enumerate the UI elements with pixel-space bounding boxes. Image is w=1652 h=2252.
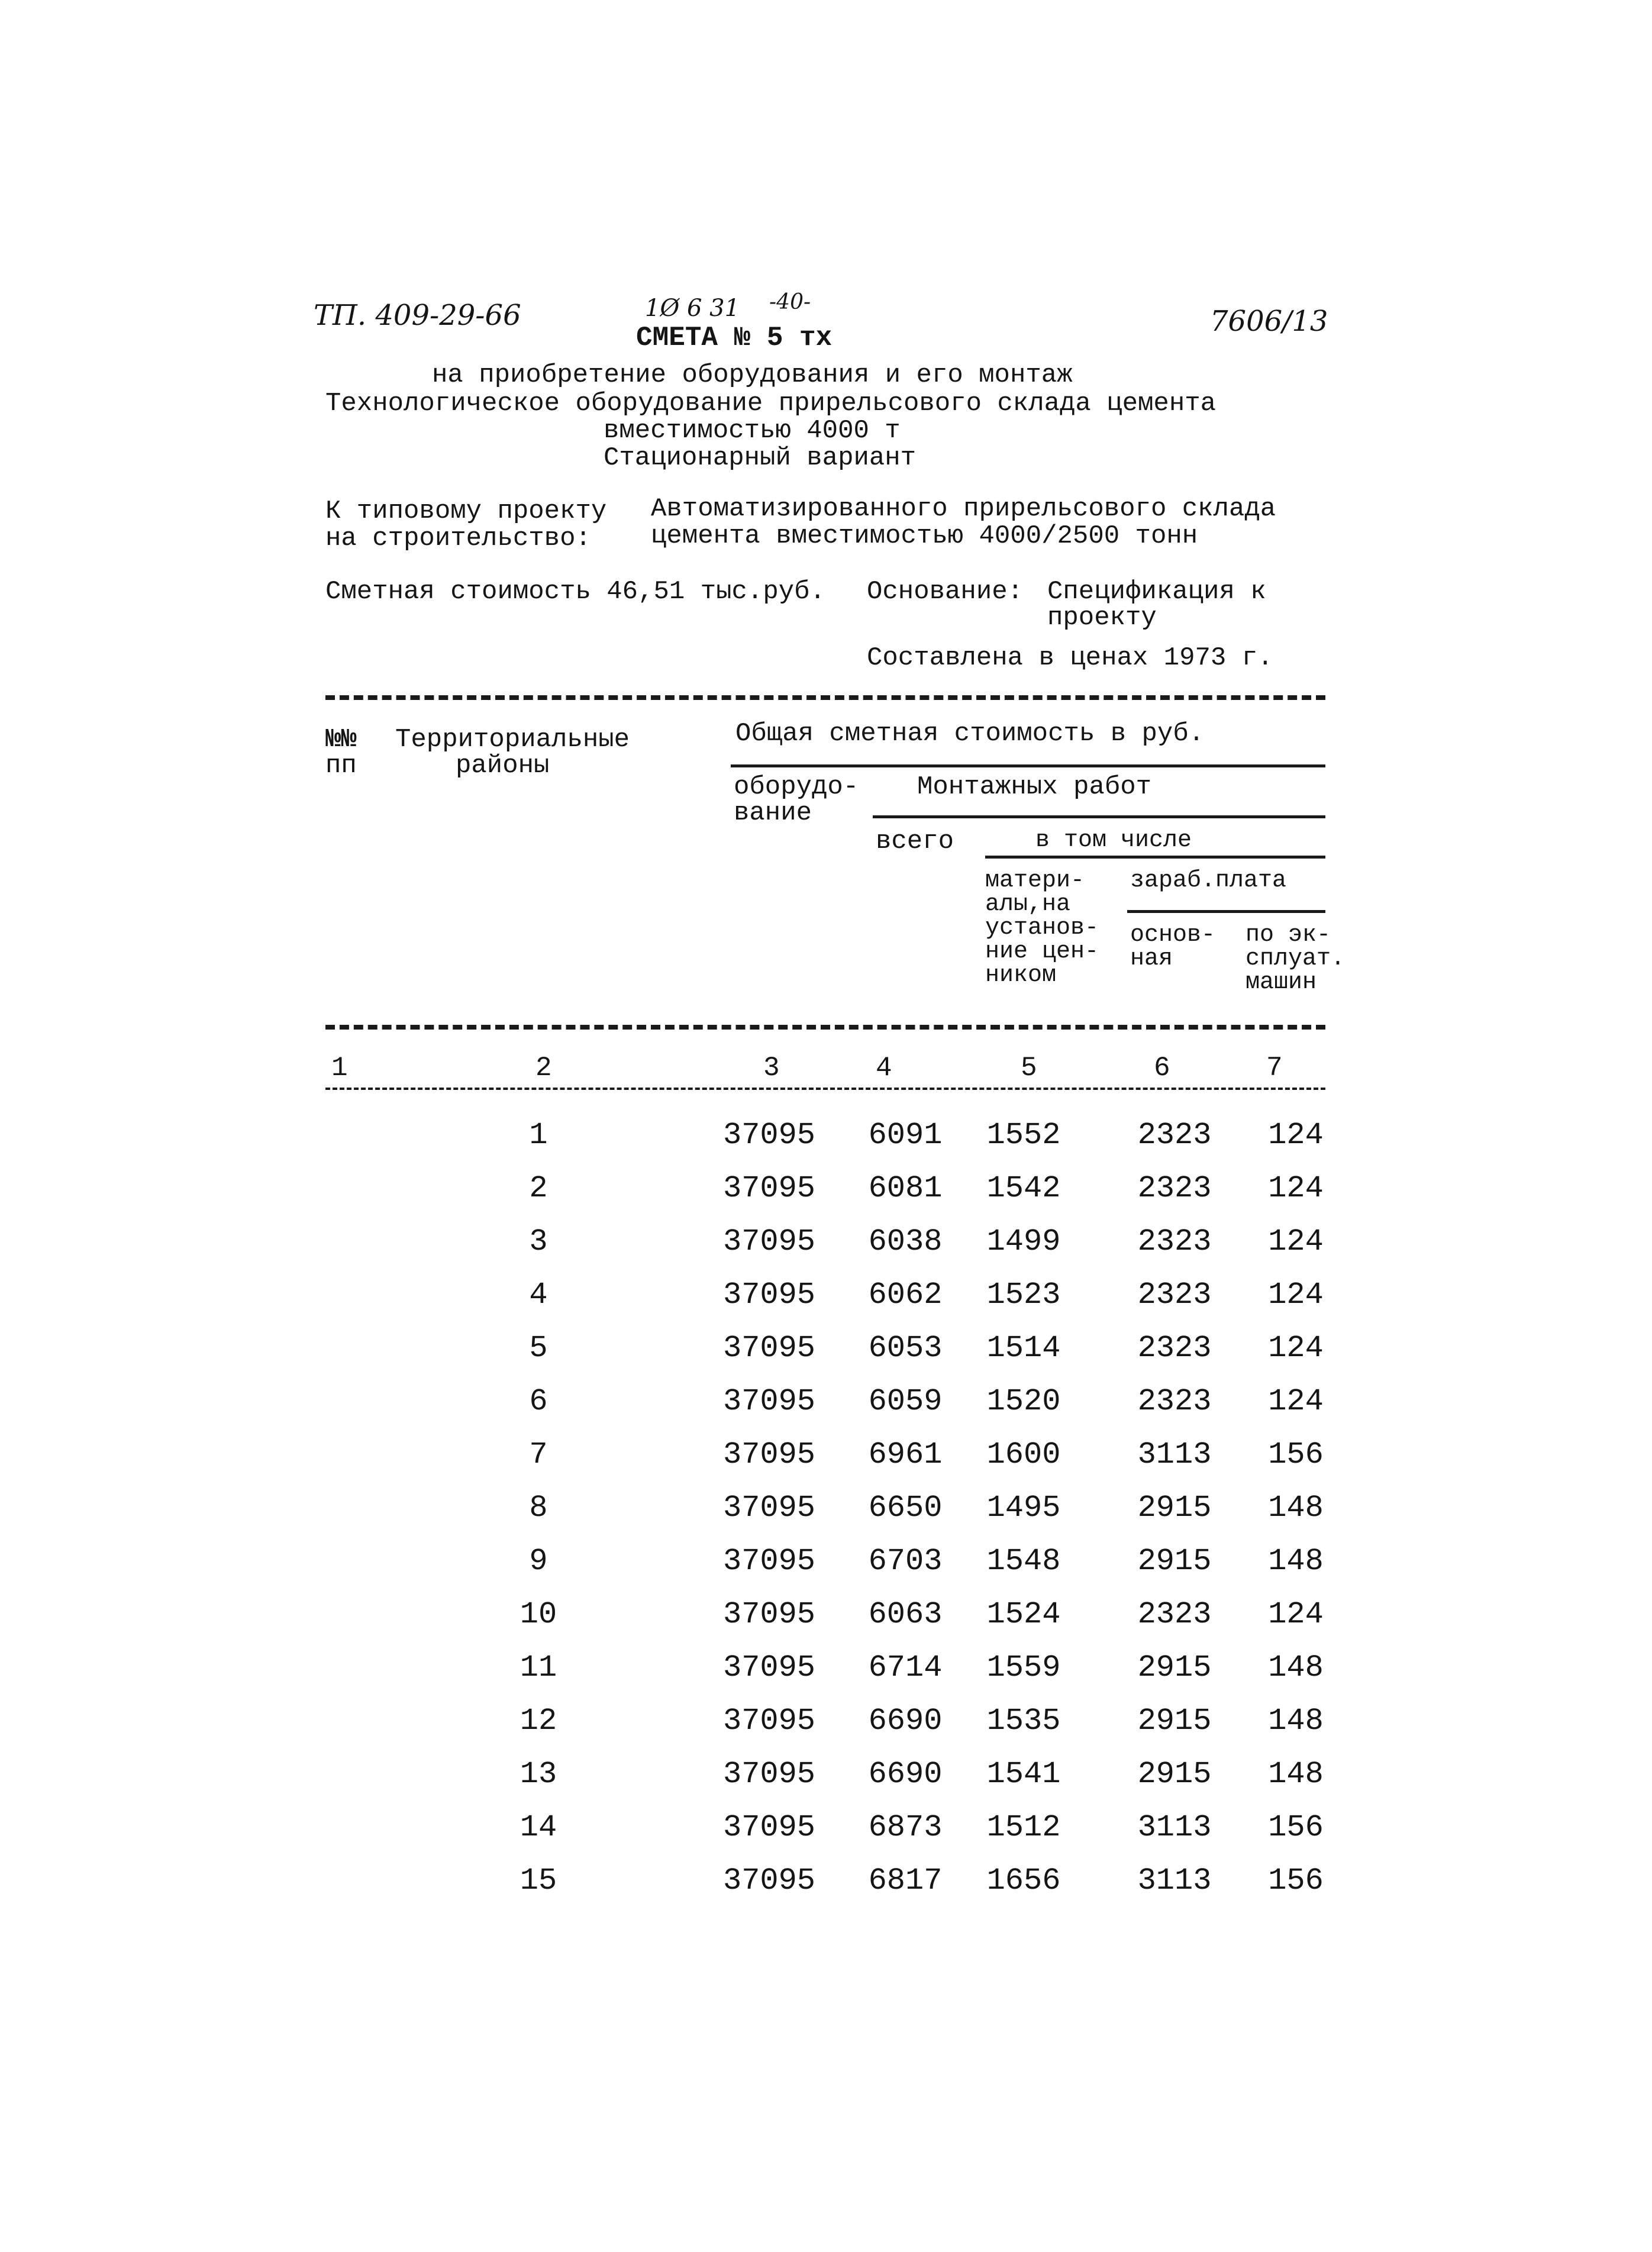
- table-cell-equipment: 37095: [722, 1277, 816, 1312]
- tp-number: ТП. 409-29-66: [314, 299, 521, 332]
- handwritten-mark-2: -40-: [769, 290, 811, 314]
- table-cell-basic: 2915: [1137, 1703, 1212, 1738]
- table-cell-equipment: 37095: [722, 1437, 816, 1472]
- table-cell-total: 6817: [868, 1863, 943, 1898]
- smeta-label: СМЕТА № 5 тх: [636, 322, 833, 353]
- total-cost-header: Общая сметная стоимость в руб.: [735, 719, 1205, 748]
- table-cell-total: 6053: [868, 1331, 943, 1366]
- table-cell-region: 6: [529, 1384, 548, 1419]
- table-cell-equipment: 37095: [722, 1597, 816, 1632]
- col-region-line2: районы: [456, 751, 550, 780]
- table-cell-operation: 124: [1268, 1277, 1324, 1312]
- title-line-4: Стационарный вариант: [604, 443, 917, 473]
- basis-value-1: Спецификация к: [1047, 577, 1266, 606]
- project-label-1: К типовому проекту: [325, 496, 607, 526]
- table-cell-equipment: 37095: [722, 1650, 816, 1685]
- materials-header-4: ние цен-: [985, 938, 1099, 965]
- table-cell-basic: 2915: [1137, 1544, 1212, 1579]
- table-cell-region: 12: [520, 1703, 557, 1738]
- col-number-7: 7: [1266, 1053, 1283, 1083]
- col-number-6: 6: [1154, 1053, 1170, 1083]
- table-cell-operation: 148: [1268, 1703, 1324, 1738]
- table-cell-materials: 1600: [986, 1437, 1061, 1472]
- table-cell-total: 6690: [868, 1757, 943, 1792]
- table-cell-equipment: 37095: [722, 1331, 816, 1366]
- header-rule-2: [873, 815, 1325, 818]
- table-cell-operation: 124: [1268, 1224, 1324, 1259]
- equipment-header-2: вание: [734, 798, 812, 828]
- project-label-2: на строительство:: [325, 524, 591, 553]
- project-value-2: цемента вместимостью 4000/2500 тонн: [651, 521, 1198, 551]
- table-cell-region: 14: [520, 1810, 557, 1845]
- table-cell-region: 4: [529, 1277, 548, 1312]
- materials-header-3: установ-: [985, 915, 1099, 941]
- col-number-4: 4: [876, 1053, 892, 1083]
- table-cell-operation: 148: [1268, 1544, 1324, 1579]
- installation-header: Монтажных работ: [917, 772, 1152, 802]
- project-value-1: Автоматизированного прирельсового склада: [651, 494, 1276, 524]
- materials-header-5: ником: [985, 962, 1057, 989]
- wages-op-2: сплуат.: [1246, 946, 1346, 972]
- top-rule: [325, 695, 1325, 700]
- table-cell-region: 2: [529, 1171, 548, 1206]
- table-cell-total: 6961: [868, 1437, 943, 1472]
- table-cell-region: 8: [529, 1490, 548, 1525]
- table-cell-basic: 3113: [1137, 1863, 1212, 1898]
- table-cell-materials: 1520: [986, 1384, 1061, 1419]
- table-cell-materials: 1656: [986, 1863, 1061, 1898]
- table-cell-basic: 2323: [1137, 1118, 1212, 1153]
- table-cell-basic: 2323: [1137, 1171, 1212, 1206]
- table-cell-total: 6081: [868, 1171, 943, 1206]
- col-region-line1: Территориальные: [395, 725, 630, 754]
- archive-code: 7606/13: [1210, 305, 1328, 338]
- table-cell-region: 1: [529, 1118, 548, 1153]
- table-cell-total: 6650: [868, 1490, 943, 1525]
- table-cell-total: 6873: [868, 1810, 943, 1845]
- title-line-1: на приобретение оборудования и его монтаж: [432, 360, 1073, 390]
- table-cell-operation: 124: [1268, 1384, 1324, 1419]
- including-header: в том числе: [1035, 827, 1192, 854]
- table-cell-total: 6062: [868, 1277, 943, 1312]
- table-cell-equipment: 37095: [722, 1384, 816, 1419]
- table-cell-equipment: 37095: [722, 1703, 816, 1738]
- wages-header: зараб.плата: [1130, 867, 1287, 894]
- table-cell-total: 6059: [868, 1384, 943, 1419]
- wages-op-3: машин: [1246, 969, 1317, 996]
- table-cell-region: 5: [529, 1331, 548, 1366]
- table-cell-region: 9: [529, 1544, 548, 1579]
- table-cell-materials: 1523: [986, 1277, 1061, 1312]
- table-cell-materials: 1495: [986, 1490, 1061, 1525]
- table-cell-operation: 156: [1268, 1437, 1324, 1472]
- table-cell-total: 6714: [868, 1650, 943, 1685]
- col-no-line2: пп: [325, 751, 357, 780]
- table-cell-materials: 1542: [986, 1171, 1061, 1206]
- table-cell-materials: 1524: [986, 1597, 1061, 1632]
- table-cell-equipment: 37095: [722, 1757, 816, 1792]
- table-cell-basic: 3113: [1137, 1437, 1212, 1472]
- prices-note: Составлена в ценах 1973 г.: [867, 643, 1273, 673]
- wages-op-1: по эк-: [1246, 922, 1331, 948]
- table-cell-operation: 124: [1268, 1171, 1324, 1206]
- table-cell-basic: 2915: [1137, 1757, 1212, 1792]
- table-cell-total: 6690: [868, 1703, 943, 1738]
- total-header: всего: [876, 827, 954, 856]
- table-cell-basic: 2323: [1137, 1331, 1212, 1366]
- basis-value-2: проекту: [1047, 603, 1157, 633]
- estimated-cost: Сметная стоимость 46,51 тыс.руб.: [325, 577, 825, 606]
- header-bottom-rule: [325, 1025, 1325, 1030]
- table-cell-operation: 124: [1268, 1118, 1324, 1153]
- table-cell-operation: 148: [1268, 1490, 1324, 1525]
- table-cell-region: 7: [529, 1437, 548, 1472]
- header-rule-3: [985, 856, 1325, 859]
- table-cell-equipment: 37095: [722, 1490, 816, 1525]
- table-cell-materials: 1499: [986, 1224, 1061, 1259]
- table-cell-total: 6063: [868, 1597, 943, 1632]
- table-cell-materials: 1514: [986, 1331, 1061, 1366]
- col-number-5: 5: [1021, 1053, 1037, 1083]
- table-cell-region: 13: [520, 1757, 557, 1792]
- column-number-rule: [325, 1088, 1325, 1090]
- table-cell-materials: 1548: [986, 1544, 1061, 1579]
- table-cell-basic: 2915: [1137, 1650, 1212, 1685]
- materials-header-1: матери-: [985, 867, 1085, 894]
- table-cell-materials: 1552: [986, 1118, 1061, 1153]
- col-number-3: 3: [763, 1053, 780, 1083]
- table-cell-operation: 148: [1268, 1650, 1324, 1685]
- table-cell-basic: 3113: [1137, 1810, 1212, 1845]
- materials-header-2: алы,на: [985, 891, 1071, 918]
- table-cell-materials: 1559: [986, 1650, 1061, 1685]
- col-number-2: 2: [535, 1053, 552, 1083]
- table-cell-region: 15: [520, 1863, 557, 1898]
- equipment-header-1: оборудо-: [734, 772, 859, 802]
- table-cell-equipment: 37095: [722, 1863, 816, 1898]
- col-no-line1: №№: [325, 725, 357, 754]
- table-cell-basic: 2915: [1137, 1490, 1212, 1525]
- table-cell-total: 6038: [868, 1224, 943, 1259]
- table-cell-operation: 156: [1268, 1810, 1324, 1845]
- table-cell-materials: 1541: [986, 1757, 1061, 1792]
- table-cell-operation: 124: [1268, 1597, 1324, 1632]
- basis-label: Основание:: [867, 577, 1024, 606]
- table-cell-region: 3: [529, 1224, 548, 1259]
- table-cell-operation: 148: [1268, 1757, 1324, 1792]
- table-cell-equipment: 37095: [722, 1171, 816, 1206]
- table-cell-region: 11: [520, 1650, 557, 1685]
- table-cell-operation: 156: [1268, 1863, 1324, 1898]
- table-cell-equipment: 37095: [722, 1544, 816, 1579]
- table-cell-total: 6091: [868, 1118, 943, 1153]
- table-cell-equipment: 37095: [722, 1810, 816, 1845]
- table-cell-materials: 1512: [986, 1810, 1061, 1845]
- table-cell-equipment: 37095: [722, 1118, 816, 1153]
- table-cell-equipment: 37095: [722, 1224, 816, 1259]
- header-rule-1: [731, 764, 1325, 767]
- table-cell-basic: 2323: [1137, 1277, 1212, 1312]
- table-cell-basic: 2323: [1137, 1384, 1212, 1419]
- table-cell-basic: 2323: [1137, 1597, 1212, 1632]
- handwritten-mark: 1Ø 6 31: [645, 295, 740, 322]
- title-line-3: вместимостью 4000 т: [604, 416, 901, 446]
- title-line-2: Технологическое оборудование прирельсового склада цемента: [325, 389, 1217, 418]
- table-cell-region: 10: [520, 1597, 557, 1632]
- col-number-1: 1: [331, 1053, 348, 1083]
- wages-basic-2: ная: [1130, 946, 1173, 972]
- table-cell-total: 6703: [868, 1544, 943, 1579]
- wages-basic-1: основ-: [1130, 922, 1216, 948]
- table-cell-materials: 1535: [986, 1703, 1061, 1738]
- header-rule-4: [1127, 910, 1325, 913]
- table-cell-basic: 2323: [1137, 1224, 1212, 1259]
- table-cell-operation: 124: [1268, 1331, 1324, 1366]
